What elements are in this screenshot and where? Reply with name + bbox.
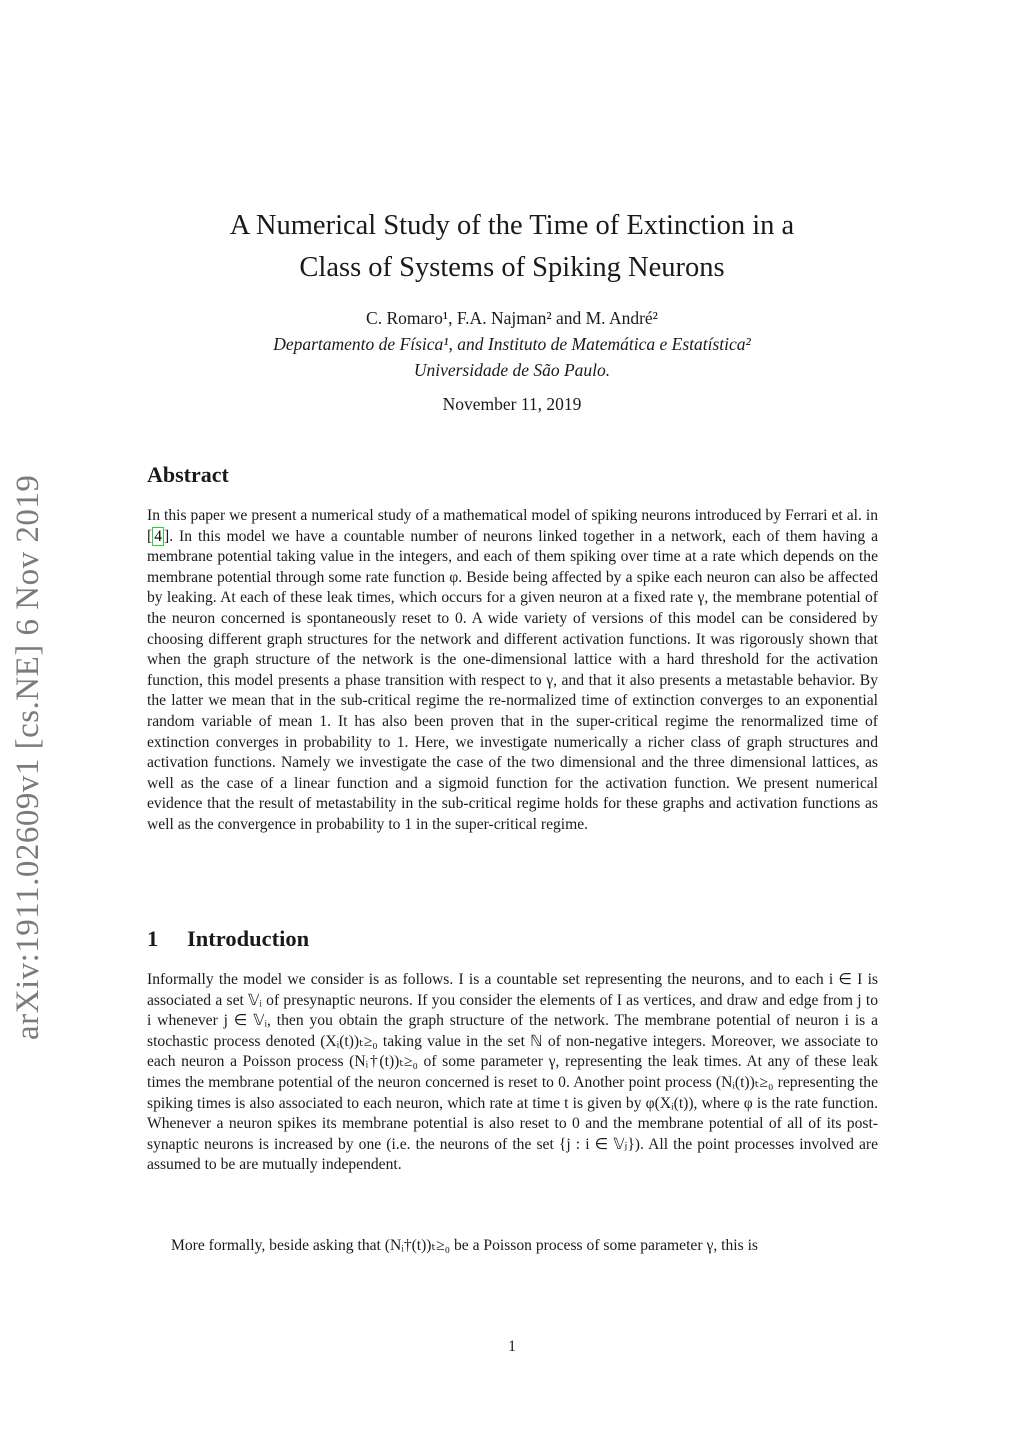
section-heading-introduction: [147, 926, 309, 952]
affiliation-line-1: Departamento de Física¹, and Instituto de Matemática e Estatística²: [273, 334, 751, 354]
abstract-text: [147, 506, 878, 836]
section-number: 1: [147, 926, 159, 951]
author-block: [140, 305, 884, 383]
abstract-heading: Abstract: [147, 462, 229, 487]
affiliation-line-2: Universidade de São Paulo.: [413, 360, 611, 380]
publication-date: November 11, 2019: [442, 394, 582, 414]
arxiv-identifier-stamp[interactable]: arXiv:1911.02609v1 [cs.NE] 6 Nov 2019: [10, 474, 46, 1040]
abstract-text-part-2: ]. In this model we have a countable number of neurons linked together in a network, each of them having a membrane potential taking value in the integers, and each of them spiking over time at a rate which depends on the membrane potential through some rate function φ. Beside being affected by a spike each neuron can also be affected by leaking. At each of these leak times, which occurs for a given neuron at a fixed rate γ, the membrane potential of the neuron concerned is spontaneously reset to 0. A wide variety of versions of this model can be considered by choosing different graph structures for the network and different activation functions. It was rigorously shown that when the graph structure of the network is the one-dimensional lattice with a hard threshold for the activation function, this model presents a phase transition with respect to γ, and that it also presents a metastable behavior. By the latter we mean that in the sub-critical regime the re-normalized time of extinction converges to an exponential random variable of mean 1. It has also been proven that in the super-critical regime the renormalized time of extinction converges in probability to 1. Here, we investigate numerically a richer class of graph structures and activation functions. Namely we investigate the case of the two dimensional and the three dimensional lattices, as well as the case of a linear function and a sigmoid function for the activation function. We present numerical evidence that the result of metastability in the sub-critical regime holds for these graphs and activation functions as well as the convergence in probability to 1 in the super-critical regime.: [147, 527, 878, 833]
author-names: C. Romaro¹, F.A. Najman² and M. André²: [366, 308, 658, 328]
title-line-2: Class of Systems of Spiking Neurons: [299, 252, 725, 283]
citation-link[interactable]: 4: [154, 527, 162, 545]
section-title: Introduction: [187, 926, 310, 951]
paper-title: [140, 205, 884, 289]
intro-paragraph-1: Informally the model we consider is as follows. I is a countable set representing the neurons, and to each i ∈ I is associated a set 𝕍ᵢ of presynaptic neurons. If you consider the elements of I as vertices, and draw and edge from j to i whenever j ∈ 𝕍ᵢ, then you obtain the graph structure of the network. The membrane potential of neuron i is a stochastic process denoted (Xᵢ(t))ₜ≥₀ taking value in the set ℕ of non-negative integers. Moreover, we associate to each neuron a Poisson process (Nᵢ†(t))ₜ≥₀ of some parameter γ, representing the leak times. At any of these leak times the membrane potential of the neuron concerned is reset to 0. Another point process (Nᵢ(t))ₜ≥₀ representing the spiking times is also associated to each neuron, which rate at time t is given by φ(Xᵢ(t)), where φ is the rate function. Whenever a neuron spikes its membrane potential is also reset to 0 and the membrane potential of all of its post-synaptic neurons is increased by one (i.e. the neurons of the set {j : i ∈ 𝕍ⱼ}). All the point processes involved are assumed to be are mutually independent.: [147, 971, 878, 1174]
intro-paragraph-2: More formally, beside asking that (Nᵢ†(t))ₜ≥₀ be a Poisson process of some parameter γ, this is: [171, 1237, 758, 1254]
page-number: 1: [508, 1338, 516, 1355]
title-line-1: A Numerical Study of the Time of Extinction in a: [229, 210, 795, 241]
abstract-text-part-1: In this paper we present a numerical study of a mathematical model of spiking neurons introduced by Ferrari et al. in [: [147, 507, 878, 545]
